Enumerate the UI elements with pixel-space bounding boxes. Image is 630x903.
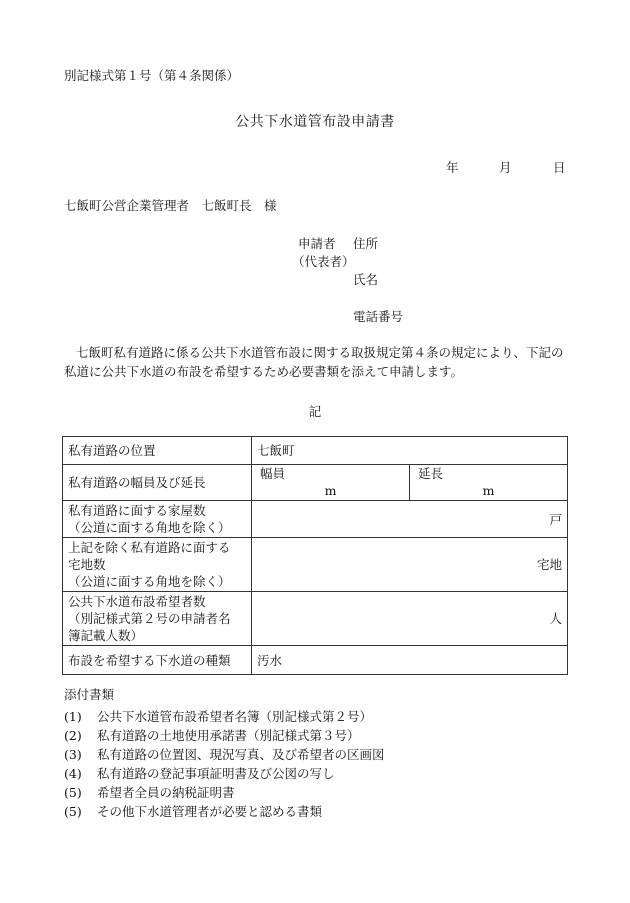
lot-count-unit: 宅地 (252, 538, 568, 592)
table-row (63, 465, 568, 501)
attachment-text: 私有道路の土地使用承諾書（別記様式第３号） (97, 728, 360, 743)
road-width-length-label: 私有道路の幅員及び延長 (63, 465, 252, 501)
attachment-text: 希望者全員の納税証明書 (97, 785, 235, 800)
road-length-unit: m (482, 483, 495, 498)
date-day-label: 日 (553, 160, 566, 175)
ki-heading: 記 (308, 404, 322, 419)
form-label: 別記様式第１号（第４条関係） (64, 68, 240, 83)
attachment-item (64, 783, 235, 801)
page-title: 公共下水道管布設申請書 (235, 114, 395, 130)
attachment-text: 公共下水道管布設希望者名簿（別記様式第２号） (97, 709, 373, 724)
application-details-table (62, 436, 568, 675)
attachment-item (64, 745, 385, 763)
lot-count-label (63, 538, 252, 592)
road-location-value: 七飯町 (252, 437, 568, 465)
house-count-label-note: （公道に面する角地を除く） (68, 520, 231, 535)
road-width-cell (252, 465, 409, 500)
application-statement: 七飯町私有道路に係る公共下水道管布設に関する取扱規定第４条の規定により、下記の私道に公共下水道の布設を希望するため必要書類を添えて申請します。 (64, 345, 564, 379)
house-count-label (63, 501, 252, 538)
house-count-unit: 戸 (252, 501, 568, 538)
lot-count-label-line: 宅地数 (68, 557, 106, 572)
recipient: 七飯町公営企業管理者 七飯町長 様 (64, 198, 277, 213)
applicant-count-unit: 人 (252, 592, 568, 646)
table-row (63, 592, 568, 646)
attachment-number: (1) (64, 709, 82, 724)
house-count-label-line: 私有道路に面する家屋数 (68, 503, 206, 518)
attachment-text: 私有道路の位置図、現況写真、及び希望者の区画図 (97, 747, 385, 762)
attachment-item (64, 707, 372, 725)
applicant-count-label-line: 公共下水道布設希望者数 (68, 594, 206, 609)
attachment-number: (3) (64, 747, 82, 762)
name-label: 氏名 (353, 272, 379, 287)
road-location-label: 私有道路の位置 (63, 437, 252, 465)
representative-label: （代表者） (292, 254, 355, 269)
date-year-label: 年 (446, 160, 459, 175)
attachment-number: (2) (64, 728, 82, 743)
road-length-cell (409, 465, 567, 500)
road-length-label: 延長 (418, 466, 444, 481)
date-month-label: 月 (499, 160, 512, 175)
address-label: 住所 (353, 236, 379, 251)
table-row (63, 501, 568, 538)
attachment-text: 私有道路の登記事項証明書及び公図の写し (97, 766, 335, 781)
sewer-type-value: 汚水 (252, 646, 568, 675)
attachments-title: 添付書類 (64, 687, 115, 702)
attachment-number: (5) (64, 804, 82, 819)
table-row (63, 437, 568, 465)
applicant-label: 申請者 (298, 236, 336, 251)
sewer-type-label: 布設を希望する下水道の種類 (63, 646, 252, 675)
road-width-length-cell (252, 465, 568, 501)
table-row (63, 538, 568, 592)
lot-count-label-line: 上記を除く私有道路に面する (68, 540, 231, 555)
table-row (63, 646, 568, 675)
attachment-item (64, 764, 335, 782)
attachment-number: (4) (64, 766, 82, 781)
phone-label: 電話番号 (353, 309, 404, 324)
attachment-text: その他下水道管理者が必要と認める書類 (97, 804, 323, 819)
road-width-unit: m (324, 483, 337, 498)
applicant-count-label-line: 簿記載人数） (68, 628, 144, 643)
attachment-number: (5) (64, 785, 82, 800)
applicant-count-label (63, 592, 252, 646)
lot-count-label-note: （公道に面する角地を除く） (68, 574, 231, 589)
applicant-count-label-line: （別記様式第２号の申請者名 (68, 611, 231, 626)
attachment-item (64, 802, 322, 820)
attachment-item (64, 726, 360, 744)
road-width-label: 幅員 (260, 466, 286, 481)
